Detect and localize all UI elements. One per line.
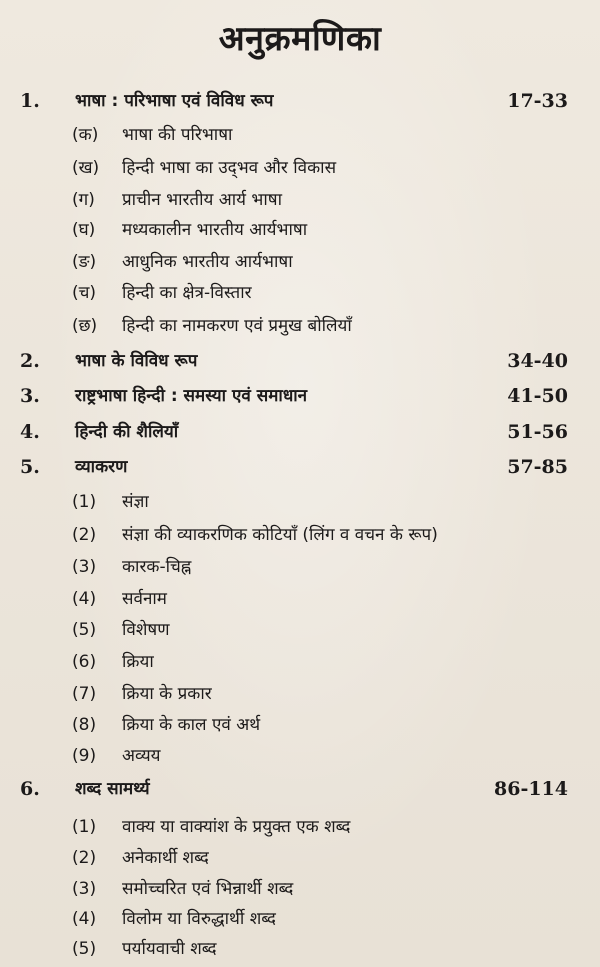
subitem-text: आधुनिक भारतीय आर्यभाषा [122, 252, 293, 272]
subitem-text: विलोम या विरुद्धार्थी शब्द [122, 909, 276, 929]
subitem-row [0, 934, 600, 964]
chapter-title: हिन्दी की शैलियाँ [75, 422, 179, 442]
subitem-label: (1) [72, 817, 97, 837]
subitem-text: मध्यकालीन भारतीय आर्यभाषा [122, 220, 308, 240]
subitem-text: संज्ञा की व्याकरणिक कोटियाँ (लिंग व वचन के रूप) [122, 525, 438, 545]
subitem-text: संज्ञा [122, 492, 149, 512]
subitem-text: क्रिया के प्रकार [122, 684, 212, 704]
subitem-text: सर्वनाम [122, 589, 167, 609]
subitem-label: (क) [72, 125, 99, 145]
subitem-row [0, 487, 600, 517]
subitem-row [0, 278, 600, 308]
subitem-row [0, 120, 600, 150]
subitem-row [0, 615, 600, 645]
subitem-label: (च) [72, 283, 97, 303]
subitem-text: वाक्य या वाक्यांश के प्रयुक्त एक शब्द [122, 817, 351, 837]
subitem-text: पर्यायवाची शब्द [122, 939, 217, 959]
subitem-text: हिन्दी का नामकरण एवं प्रमुख बोलियाँ [122, 316, 352, 336]
chapter-number: 3. [20, 385, 40, 407]
chapter-number: 4. [20, 421, 40, 443]
chapter-row [0, 774, 600, 804]
chapter-pages: 34-40 [507, 350, 568, 372]
subitem-label: (3) [72, 879, 97, 899]
subitem-label: (ङ) [72, 252, 97, 272]
subitem-text: विशेषण [122, 620, 170, 640]
subitem-row [0, 584, 600, 614]
subitem-row [0, 153, 600, 183]
subitem-row [0, 311, 600, 341]
page-title: अनुक्रमणिका [218, 19, 382, 59]
subitem-text: हिन्दी भाषा का उद्‌भव और विकास [122, 158, 337, 178]
subitem-label: (5) [72, 620, 97, 640]
subitem-label: (6) [72, 652, 97, 672]
subitem-text: प्राचीन भारतीय आर्य भाषा [122, 190, 282, 210]
chapter-row [0, 452, 600, 482]
subitem-label: (छ) [72, 316, 98, 336]
chapter-number: 5. [20, 456, 40, 478]
subitem-text: अव्यय [122, 746, 161, 766]
subitem-row [0, 552, 600, 582]
subitem-row [0, 710, 600, 740]
subitem-text: समोच्चरित एवं भिन्नार्थी शब्द [122, 879, 294, 899]
subitem-label: (2) [72, 848, 97, 868]
chapter-title: राष्ट्रभाषा हिन्दी : समस्या एवं समाधान [75, 386, 308, 406]
subitem-label: (ग) [72, 190, 95, 210]
subitem-label: (घ) [72, 220, 96, 240]
chapter-pages: 86-114 [494, 778, 568, 800]
chapter-pages: 41-50 [507, 385, 568, 407]
subitem-row [0, 874, 600, 904]
subitem-row [0, 647, 600, 677]
chapter-pages: 51-56 [507, 421, 568, 443]
subitem-text: हिन्दी का क्षेत्र-विस्तार [122, 283, 252, 303]
chapter-number: 1. [20, 90, 40, 112]
subitem-row [0, 741, 600, 771]
subitem-row [0, 185, 600, 215]
subitem-text: भाषा की परिभाषा [122, 125, 233, 145]
subitem-label: (4) [72, 589, 97, 609]
chapter-title: व्याकरण [75, 457, 128, 477]
subitem-row [0, 843, 600, 873]
subitem-row [0, 812, 600, 842]
subitem-label: (ख) [72, 158, 100, 178]
chapter-pages: 17-33 [507, 90, 568, 112]
subitem-row [0, 904, 600, 934]
subitem-row [0, 679, 600, 709]
subitem-label: (4) [72, 909, 97, 929]
chapter-row [0, 381, 600, 411]
chapter-title: शब्द सामर्थ्य [75, 779, 150, 799]
subitem-row [0, 520, 600, 550]
chapter-title: भाषा के विविध रूप [75, 351, 198, 371]
subitem-row [0, 247, 600, 277]
chapter-pages: 57-85 [507, 456, 568, 478]
subitem-text: अनेकार्थी शब्द [122, 848, 209, 868]
subitem-text: क्रिया के काल एवं अर्थ [122, 715, 261, 735]
subitem-row [0, 215, 600, 245]
subitem-label: (3) [72, 557, 97, 577]
chapter-title: भाषा : परिभाषा एवं विविध रूप [75, 91, 274, 111]
subitem-text: क्रिया [122, 652, 154, 672]
subitem-label: (1) [72, 492, 97, 512]
subitem-label: (5) [72, 939, 97, 959]
subitem-label: (9) [72, 746, 97, 766]
subitem-label: (7) [72, 684, 97, 704]
chapter-row [0, 346, 600, 376]
chapter-number: 2. [20, 350, 40, 372]
chapter-row [0, 417, 600, 447]
subitem-label: (2) [72, 525, 97, 545]
chapter-row [0, 86, 600, 116]
chapter-number: 6. [20, 778, 40, 800]
subitem-text: कारक-चिह्न [122, 557, 192, 577]
subitem-label: (8) [72, 715, 97, 735]
